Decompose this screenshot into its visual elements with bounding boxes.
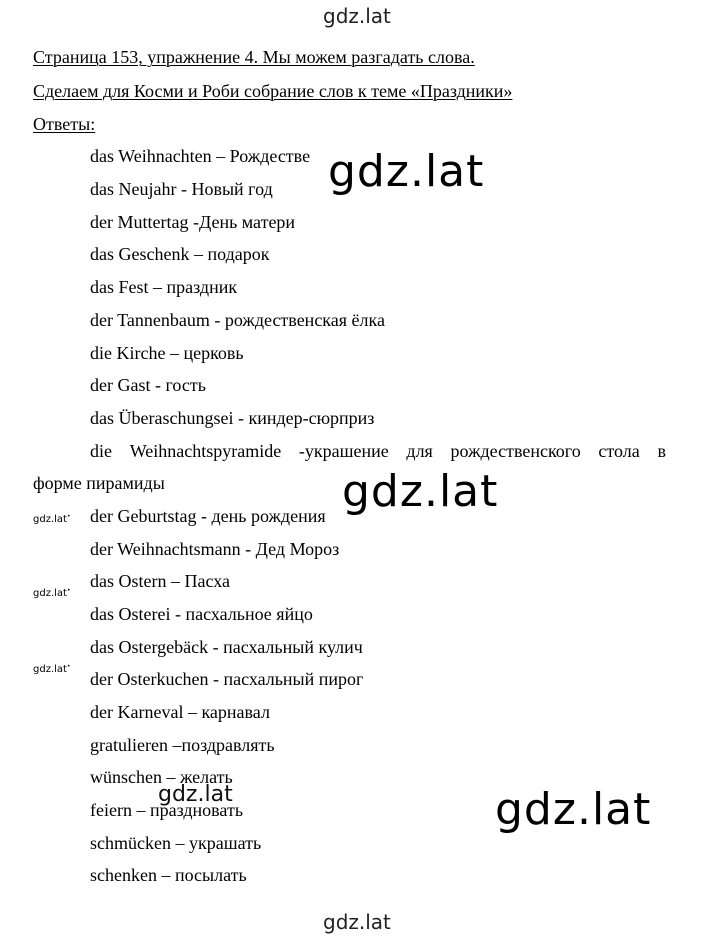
vocab-item-long	[90, 440, 666, 462]
vocab-item: das Ostern – Пасха	[90, 571, 230, 591]
vocab-item: die Kirche – церковь	[90, 343, 244, 363]
vocab-item: das Geschenk – подарок	[90, 244, 270, 264]
vocab-item: der Karneval – карнавал	[90, 702, 270, 722]
watermark-tiny: gdz.lat•	[33, 663, 71, 675]
vocab-item: das Weihnachten – Рождестве	[90, 146, 311, 166]
vocab-item: schenken – посылать	[90, 865, 247, 885]
watermark-tiny: gdz.lat•	[33, 587, 71, 599]
vocab-item: der Osterkuchen - пасхальный пирог	[90, 669, 364, 689]
watermark-tiny: gdz.lat•	[33, 513, 71, 525]
word: Weihnachtspyramide	[129, 441, 282, 461]
vocab-item: feiern – праздновать	[90, 800, 244, 820]
exercise-subtitle: Сделаем для Косми и Роби собрание слов к теме «Праздники»	[33, 81, 513, 101]
watermark-large: gdz.lat	[328, 146, 485, 197]
vocab-item: der Gast - гость	[90, 375, 206, 395]
vocab-item: das Ostergebäck - пасхальный кулич	[90, 637, 363, 657]
word: die	[90, 441, 112, 461]
vocab-item: das Überaschungsei - киндер-сюрприз	[90, 408, 375, 428]
vocab-item: schmücken – украшать	[90, 833, 262, 853]
watermark-bottom: gdz.lat	[323, 910, 391, 934]
vocab-item: gratulieren –поздравлять	[90, 735, 275, 755]
word: рождественского	[450, 441, 581, 461]
watermark-top: gdz.lat	[323, 4, 391, 28]
word: -украшение	[298, 441, 389, 461]
vocab-item: der Muttertag -День матери	[90, 212, 296, 232]
vocab-item: der Weihnachtsmann - Дед Мороз	[90, 539, 340, 559]
watermark-large: gdz.lat	[495, 784, 652, 835]
vocab-item: das Neujahr - Новый год	[90, 179, 273, 199]
vocab-item: das Osterei - пасхальное яйцо	[90, 604, 313, 624]
vocab-item: der Tannenbaum - рождественская ёлка	[90, 310, 385, 330]
word: в	[657, 441, 666, 461]
exercise-title: Страница 153, упражнение 4. Мы можем разгадать слова.	[33, 47, 475, 67]
vocab-item: das Fest – праздник	[90, 277, 238, 297]
vocab-item: wünschen – желать	[90, 767, 233, 787]
watermark-large: gdz.lat	[342, 466, 499, 517]
vocab-item: der Geburtstag - день рождения	[90, 506, 326, 526]
word: стола	[598, 441, 640, 461]
vocab-item-continuation: форме пирамиды	[33, 473, 165, 493]
watermark-medium: gdz.lat	[158, 782, 233, 807]
answers-label: Ответы:	[33, 114, 96, 134]
word: для	[406, 441, 433, 461]
